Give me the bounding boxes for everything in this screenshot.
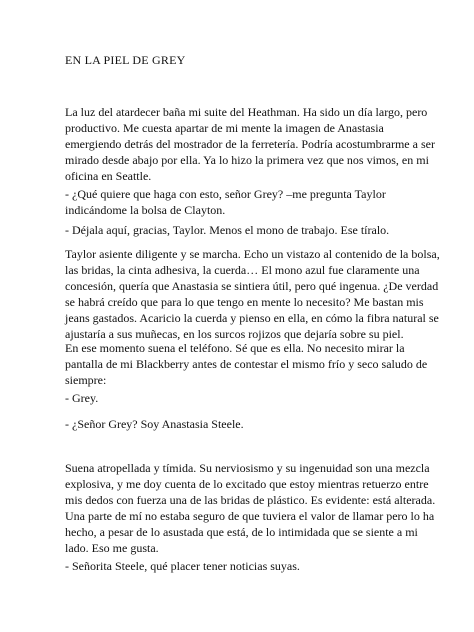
paragraph-line: explosiva, y me doy cuenta de lo excitado que estoy mientras retuerzo entre	[65, 477, 429, 491]
paragraph-9	[65, 558, 410, 574]
paragraph-line: - ¿Señor Grey? Soy Anastasia Steele.	[65, 417, 244, 431]
paragraph-line: Una parte de mí no estaba seguro de que tuviera el valor de llamar pero lo ha	[65, 509, 435, 523]
paragraph-line: La luz del atardecer baña mi suite del Heathman. Ha sido un día largo, pero	[65, 105, 428, 119]
paragraph-line: lado. Eso me gusta.	[65, 541, 159, 555]
paragraph-7	[65, 416, 410, 432]
paragraph-line: - Grey.	[65, 391, 99, 405]
paragraph-4	[65, 246, 440, 342]
paragraph-8	[65, 460, 436, 556]
paragraph-line: pantalla de mi Blackberry antes de contestar el mismo frío y seco saludo de	[65, 357, 428, 371]
paragraph-line: - ¿Qué quiere que haga con esto, señor Grey? –me pregunta Taylor	[65, 187, 386, 201]
paragraph-line: En ese momento suena el teléfono. Sé que es ella. No necesito mirar la	[65, 341, 405, 355]
paragraph-2	[65, 186, 410, 218]
paragraph-line: indicándome la bolsa de Clayton.	[65, 203, 226, 217]
paragraph-line: concesión, quería que Anastasia se sintiera útil, pero qué ingenua. ¿De verdad	[65, 279, 439, 293]
paragraph-line: Suena atropellada y tímida. Su nerviosismo y su ingenuidad son una mezcla	[65, 461, 430, 475]
paragraph-line: hecho, a pesar de lo asustada que está, de lo intimidada que se siente a mi	[65, 525, 418, 539]
paragraph-line: jeans gastados. Acaricio la cuerda y pienso en ella, en cómo la fibra natural se	[65, 311, 439, 325]
paragraph-line: siempre:	[65, 373, 107, 387]
paragraph-line: - Déjala aquí, gracias, Taylor. Menos el mono de trabajo. Ese tíralo.	[65, 223, 390, 237]
paragraph-line: - Señorita Steele, qué placer tener noticias suyas.	[65, 559, 300, 573]
paragraph-line: oficina en Seattle.	[65, 169, 152, 183]
paragraph-line: emergiendo detrás del mostrador de la ferretería. Podría acostumbrarme a ser	[65, 137, 435, 151]
document-title: EN LA PIEL DE GREY	[65, 53, 186, 67]
paragraph-3	[65, 222, 410, 238]
paragraph-line: se habrá creído que para lo que tengo en mente lo necesito? Me bastan mis	[65, 295, 424, 309]
paragraph-1	[65, 104, 435, 184]
paragraph-6	[65, 390, 410, 406]
paragraph-line: Taylor asiente diligente y se marcha. Echo un vistazo al contenido de la bolsa,	[65, 247, 440, 261]
paragraph-5	[65, 340, 428, 388]
paragraph-line: mirado desde abajo por ella. Ya lo hizo la primera vez que nos vimos, en mi	[65, 153, 429, 167]
paragraph-line: las bridas, la cinta adhesiva, la cuerda… El mono azul fue claramente una	[65, 263, 420, 277]
paragraph-line: productivo. Me cuesta apartar de mi mente la imagen de Anastasia	[65, 121, 384, 135]
paragraph-line: mis dedos con fuerza una de las bridas de plástico. Es evidente: está alterada.	[65, 493, 436, 507]
paragraph-line: ajustaría a sus muñecas, en los surcos rojizos que dejaría sobre su piel.	[65, 327, 404, 341]
